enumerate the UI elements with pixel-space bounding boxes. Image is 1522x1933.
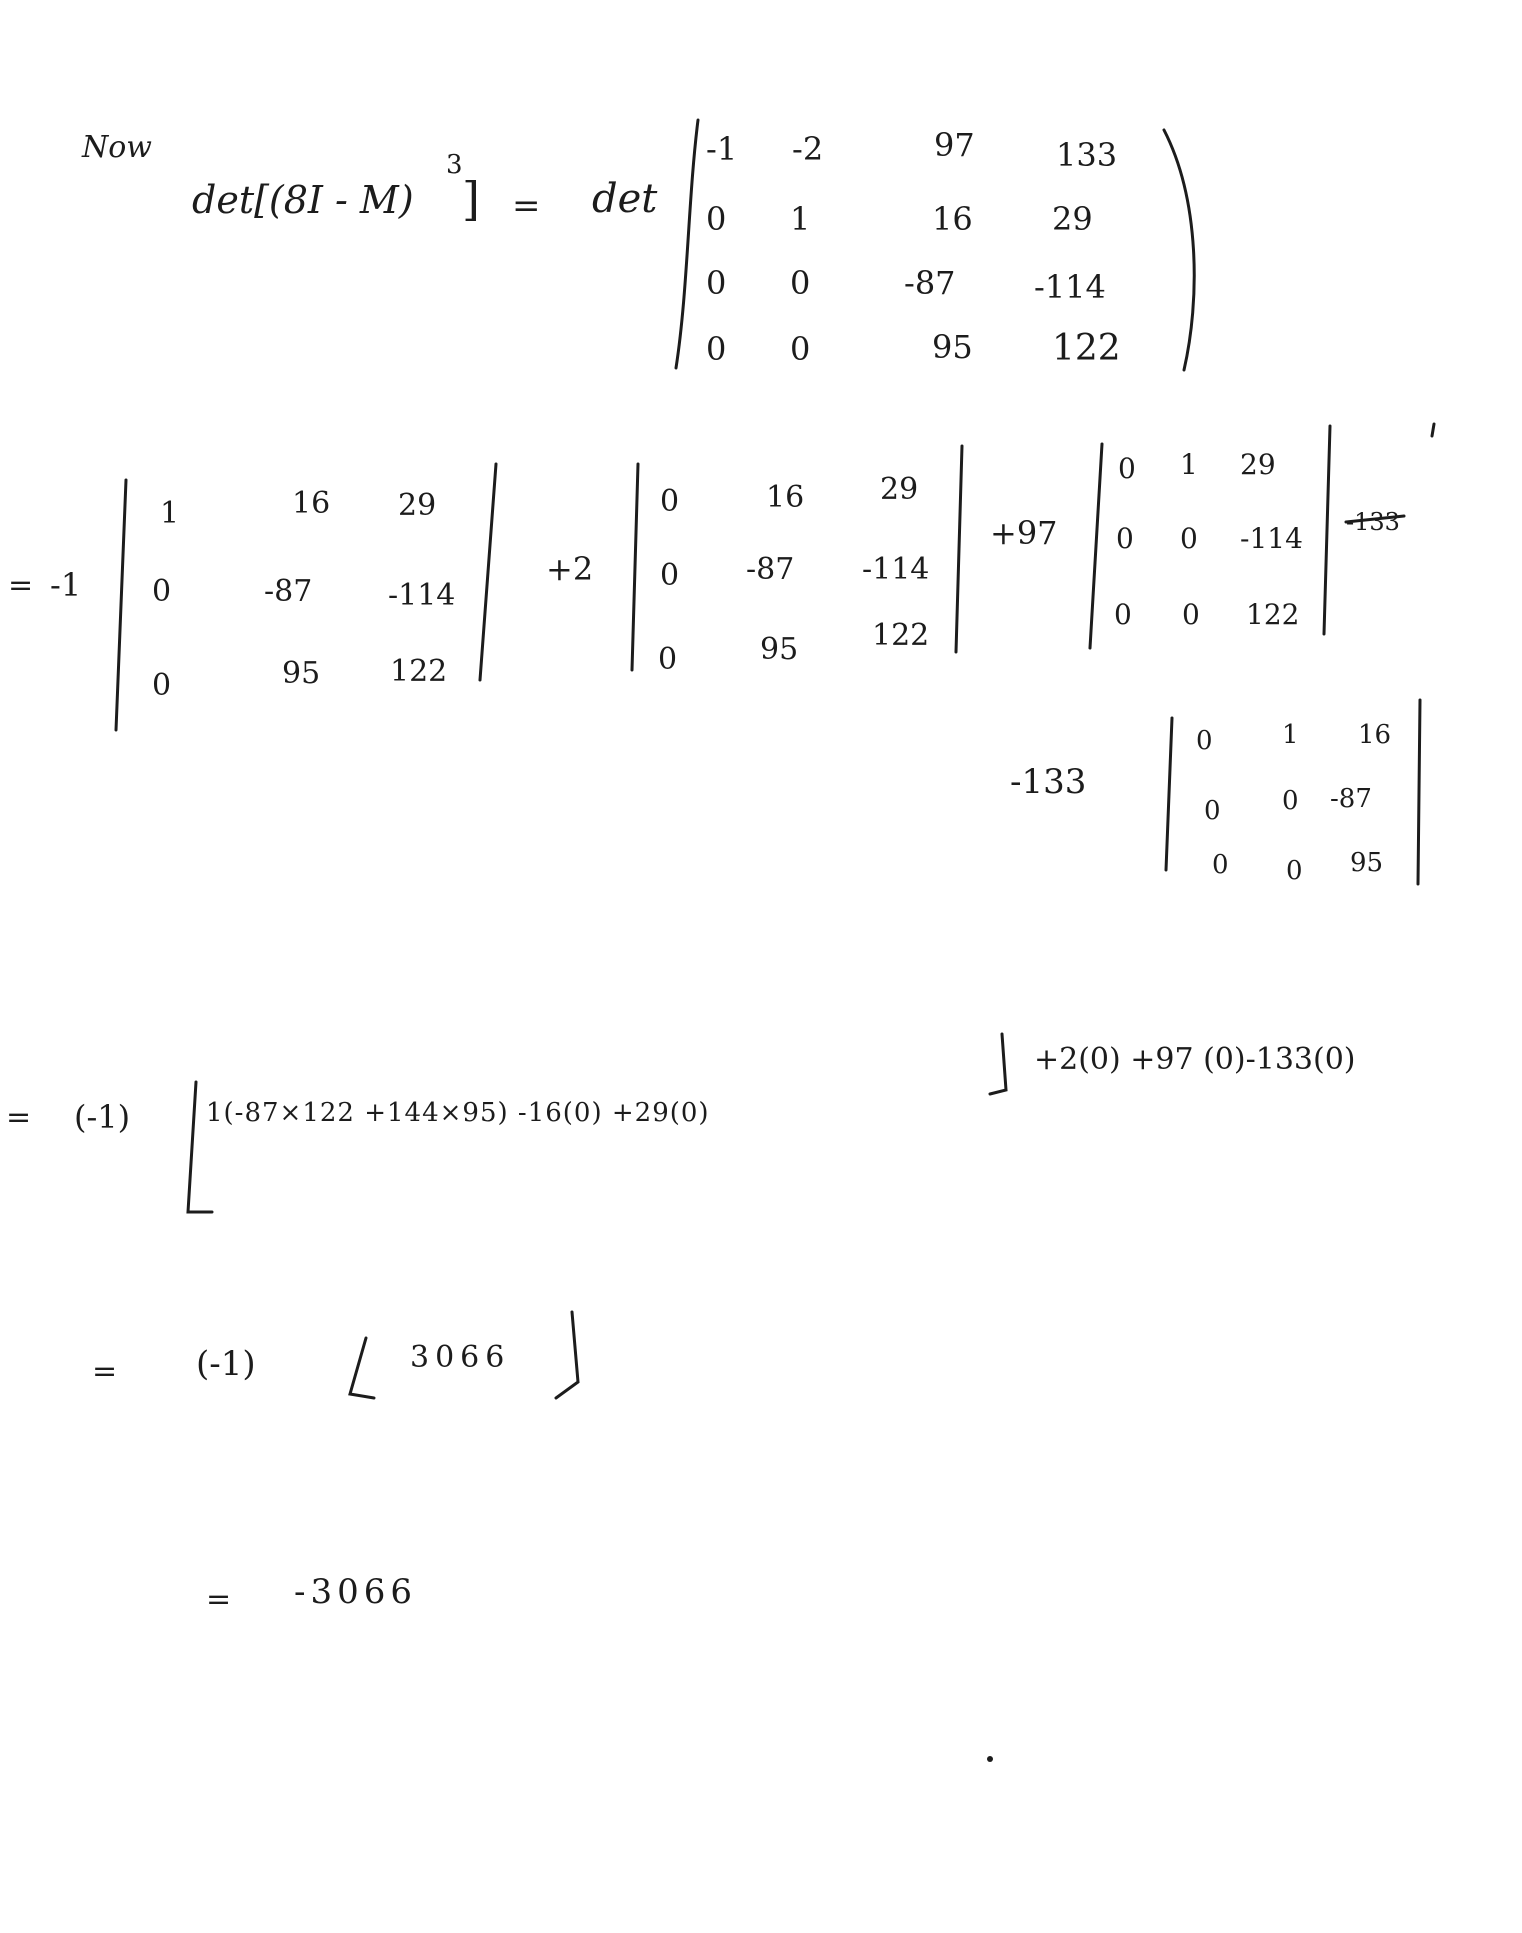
minor-entry: 95 bbox=[282, 656, 321, 691]
minor-entry: -87 bbox=[746, 552, 795, 587]
step2-bracket-content: 1(-87×122 +144×95) -16(0) +29(0) bbox=[206, 1098, 710, 1128]
minor-entry: 0 bbox=[1118, 452, 1136, 485]
result-equals: = bbox=[206, 1582, 232, 1617]
m-entry: -114 bbox=[1034, 268, 1106, 306]
minor-entry: -114 bbox=[1240, 522, 1303, 555]
det-bar-left bbox=[676, 120, 698, 368]
minor2-bar-right bbox=[956, 446, 962, 652]
m-entry: 0 bbox=[706, 200, 727, 238]
m-entry: 97 bbox=[934, 126, 975, 164]
minor-entry: 0 bbox=[1204, 796, 1221, 826]
minor-entry: 0 bbox=[1182, 598, 1200, 631]
m-entry: -1 bbox=[706, 130, 738, 168]
minor-entry: 0 bbox=[152, 574, 172, 609]
now-label: Now bbox=[82, 130, 152, 165]
m-entry: 0 bbox=[706, 264, 727, 302]
minor-entry: 1 bbox=[1180, 448, 1198, 481]
minor-entry: 0 bbox=[658, 642, 678, 677]
minor-entry: 0 bbox=[660, 558, 680, 593]
minor-entry: 0 bbox=[1180, 522, 1198, 555]
step2-equals: = bbox=[6, 1100, 32, 1135]
minor2-bar-left bbox=[632, 464, 638, 670]
m-entry: -2 bbox=[792, 130, 824, 168]
minor-entry: 0 bbox=[1282, 786, 1299, 816]
minor3-bar-right bbox=[1324, 426, 1330, 634]
minor-entry: 1 bbox=[1282, 720, 1299, 750]
step2-right-bracket bbox=[990, 1034, 1006, 1094]
step2-left-bracket bbox=[188, 1082, 212, 1212]
minor-entry: 122 bbox=[1246, 598, 1300, 631]
minor4-bar-left bbox=[1166, 718, 1172, 870]
m-entry: 16 bbox=[932, 200, 973, 238]
minor-entry: 122 bbox=[872, 618, 930, 653]
minor-entry: 122 bbox=[390, 654, 448, 689]
strike-line bbox=[1346, 516, 1404, 522]
m-entry: -87 bbox=[904, 264, 956, 302]
minor-entry: 0 bbox=[152, 668, 172, 703]
det-paren-right bbox=[1164, 130, 1194, 370]
minor-entry: -114 bbox=[388, 578, 456, 613]
minor-entry: -87 bbox=[1330, 784, 1372, 814]
exponent: 3 bbox=[446, 150, 463, 180]
minor-entry: 0 bbox=[1114, 598, 1132, 631]
step3-right-bracket bbox=[556, 1312, 578, 1398]
minor-entry: 0 bbox=[1196, 726, 1213, 756]
minor-entry: 0 bbox=[1116, 522, 1134, 555]
coef-1: -1 bbox=[50, 566, 82, 604]
m-entry: 29 bbox=[1052, 200, 1093, 238]
minor1-bar-right bbox=[480, 464, 496, 680]
minor3-bar-left bbox=[1090, 444, 1102, 648]
step3-left-bracket bbox=[350, 1338, 374, 1398]
expansion-equals: = bbox=[8, 568, 34, 603]
det-expression: det[(8I - M) bbox=[192, 178, 414, 222]
coef-2: +2 bbox=[546, 550, 594, 588]
minor-entry: 29 bbox=[398, 488, 437, 523]
step2-tail: +2(0) +97 (0)-133(0) bbox=[1034, 1042, 1356, 1077]
minor-entry: 95 bbox=[760, 632, 799, 667]
m-entry: 0 bbox=[790, 264, 811, 302]
minor-entry: 95 bbox=[1350, 848, 1384, 878]
m-entry: 0 bbox=[790, 330, 811, 368]
coef-4: -133 bbox=[1010, 762, 1087, 802]
coef-3: +97 bbox=[990, 514, 1058, 552]
minor-entry: 0 bbox=[660, 484, 680, 519]
m-entry: 95 bbox=[932, 328, 973, 366]
struck-term: -133 bbox=[1346, 508, 1400, 536]
m-entry: 122 bbox=[1052, 328, 1121, 369]
minor-entry: 29 bbox=[880, 472, 919, 507]
step3-neg: (-1) bbox=[196, 1344, 256, 1384]
minor-entry: 1 bbox=[160, 496, 180, 531]
det-label: det bbox=[592, 176, 658, 222]
minor-entry: 0 bbox=[1286, 856, 1303, 886]
minor-entry: 16 bbox=[766, 480, 805, 515]
minor4-bar-right bbox=[1418, 700, 1420, 884]
stray-tick bbox=[1432, 424, 1434, 436]
minor-entry: -114 bbox=[862, 552, 930, 587]
minor-entry: 16 bbox=[292, 486, 331, 521]
equals-sign: = bbox=[512, 186, 541, 226]
step3-value: 3066 bbox=[410, 1340, 511, 1375]
minor-entry: -87 bbox=[264, 574, 313, 609]
result-value: -3066 bbox=[294, 1572, 418, 1612]
close-bracket: ] bbox=[462, 172, 480, 226]
m-entry: 133 bbox=[1056, 136, 1118, 174]
minor1-bar-left bbox=[116, 480, 126, 730]
minor-entry: 16 bbox=[1358, 720, 1392, 750]
m-entry: 1 bbox=[790, 200, 811, 238]
step2-neg: (-1) bbox=[74, 1098, 131, 1136]
m-entry: 0 bbox=[706, 330, 727, 368]
minor-entry: 29 bbox=[1240, 448, 1276, 481]
step3-equals: = bbox=[92, 1354, 118, 1389]
minor-entry: 0 bbox=[1212, 850, 1229, 880]
